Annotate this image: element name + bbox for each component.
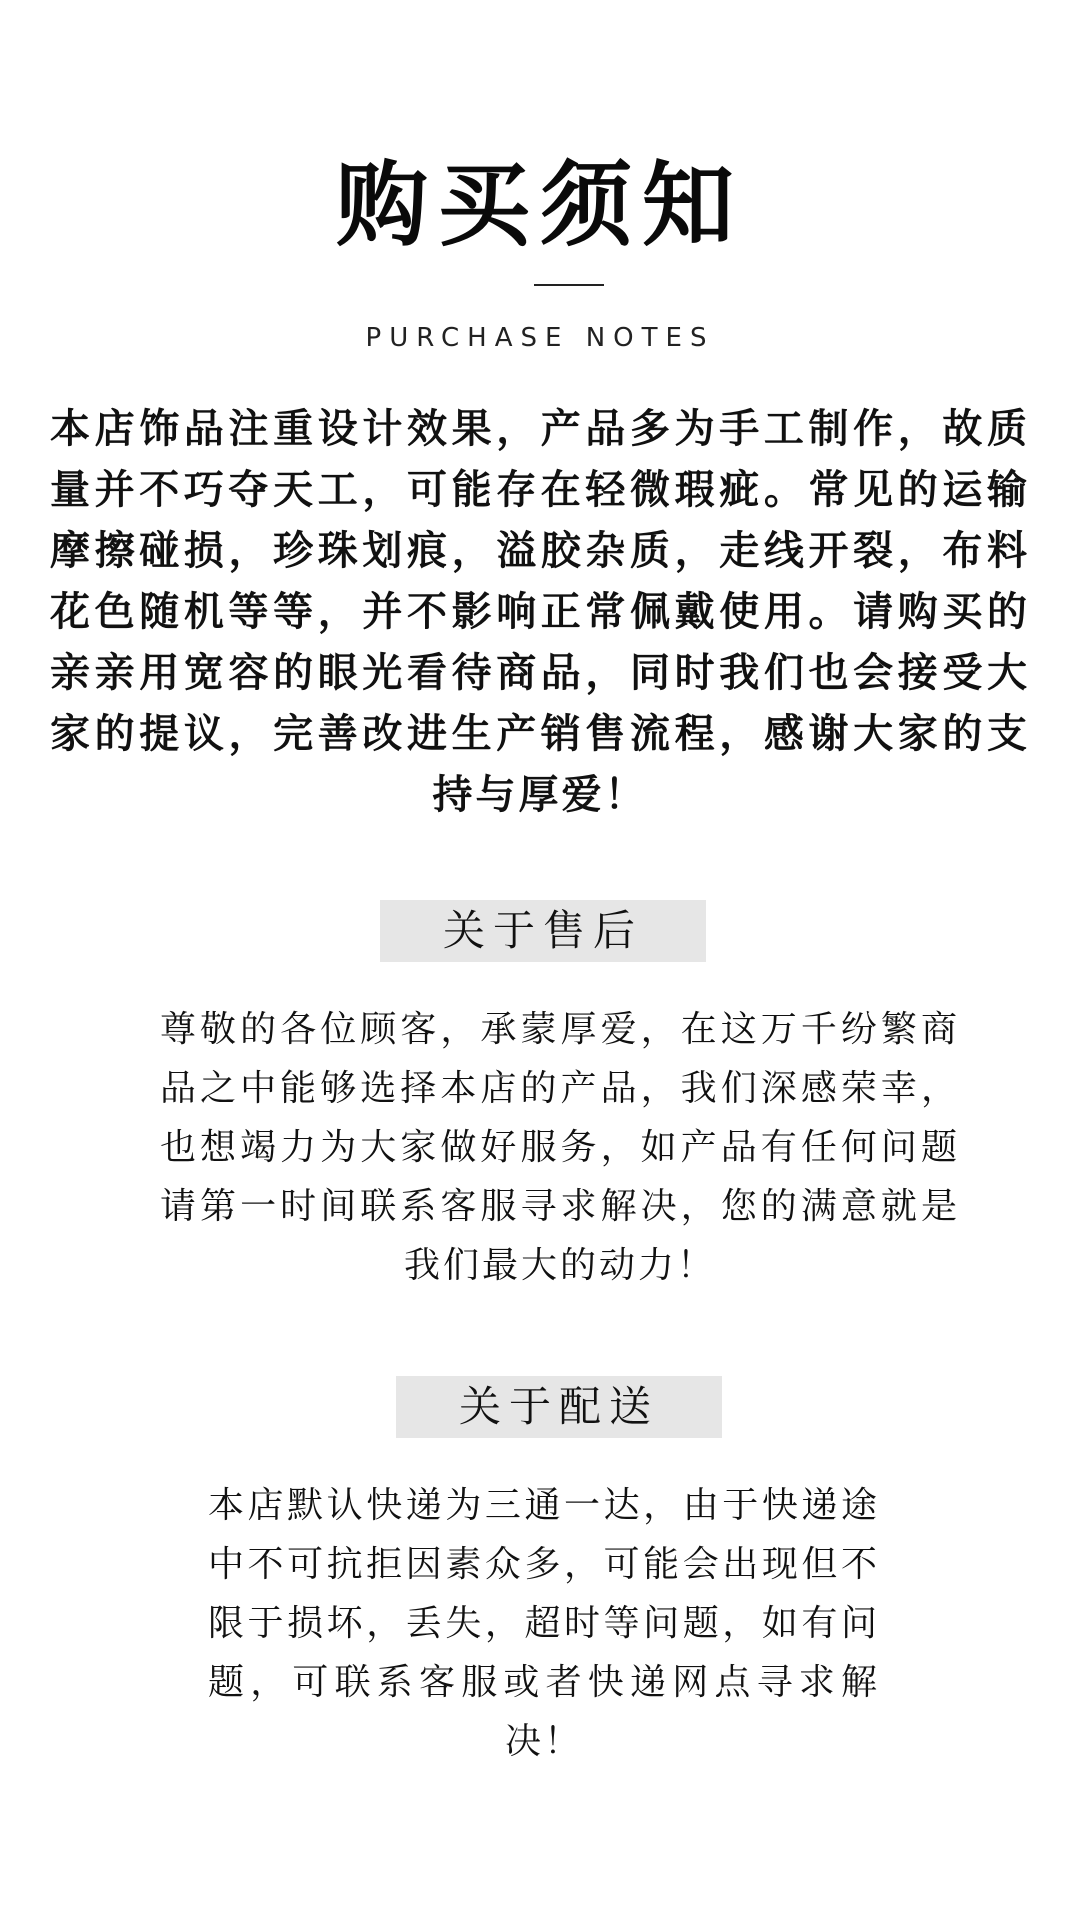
title-divider (534, 284, 604, 286)
after-sale-heading: 关于售后 (380, 900, 706, 962)
delivery-paragraph: 本店默认快递为三通一达，由于快递途中不可抗拒因素众多，可能会出现但不限于损坏，丢失，超时等问题，如有问题，可联系客服或者快递网点寻求解决！ (208, 1485, 880, 1762)
delivery-heading: 关于配送 (396, 1376, 722, 1438)
page-subtitle: PURCHASE NOTES (365, 323, 715, 353)
page-title: 购买须知 (335, 151, 744, 259)
after-sale-paragraph: 尊敬的各位顾客，承蒙厚爱，在这万千纷繁商品之中能够选择本店的产品，我们深感荣幸，也想竭力为大家做好服务，如产品有任何问题请第一时间联系客服寻求解决，您的满意就是我们最大的动力！ (160, 1009, 960, 1286)
intro-paragraph: 本店饰品注重设计效果，产品多为手工制作，故质量并不巧夺天工，可能存在轻微瑕疵。常见的运输摩擦碰损，珍珠划痕，溢胶杂质，走线开裂，布料花色随机等等，并不影响正常佩戴使用。请购买的亲亲用宽容的眼光看待商品，同时我们也会接受大家的提议，完善改进生产销售流程，感谢大家的支持与厚爱！ (50, 405, 1030, 818)
